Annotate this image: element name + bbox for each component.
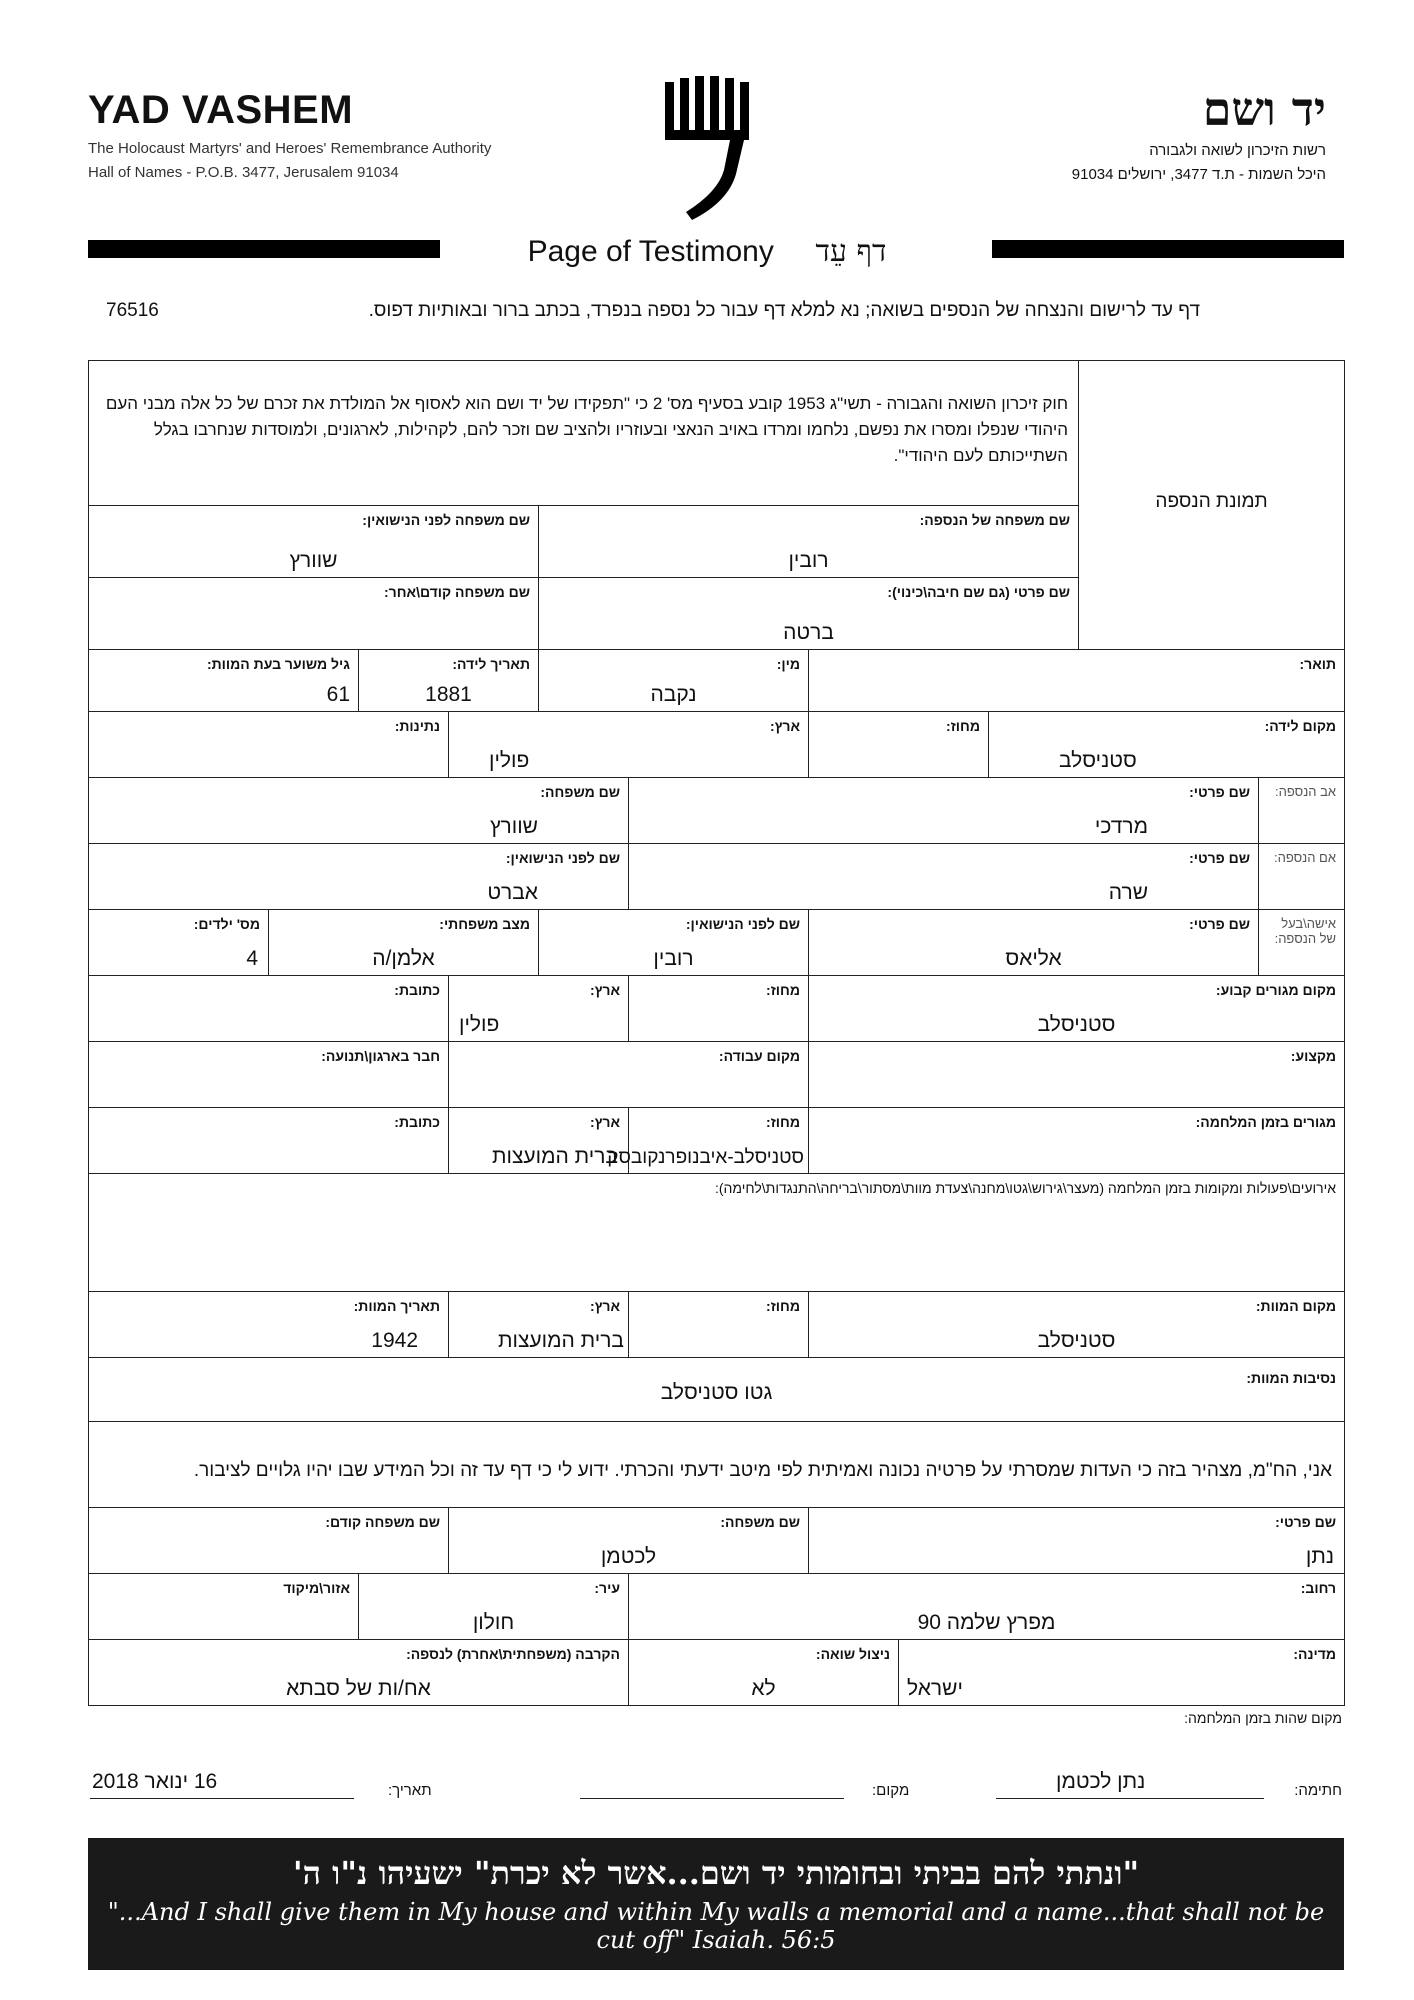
org-address-he: היכל השמות - ת.ד 3477, ירושלים 91034: [1071, 166, 1326, 183]
submitter-street-field[interactable]: רחוב: מפרץ שלמה 90: [629, 1574, 1345, 1640]
instructions-text: דף עד לרישום והנצחה של הנספים בשואה; נא למלא דף עבור כל נספה בנפרד, בכתב ברור ובאותיות דפוס.: [368, 300, 1200, 321]
org-name-en: YAD VASHEM: [88, 88, 354, 132]
marital-field[interactable]: מצב משפחתי: אלמן/ה: [269, 910, 539, 976]
place-label: מקום:: [872, 1782, 910, 1799]
children-field[interactable]: מס' ילדים: 4: [89, 910, 269, 976]
submitter-zip-field[interactable]: אזור\מיקוד: [89, 1574, 359, 1640]
war-location-note: מקום שהות בזמן המלחמה:: [1184, 1710, 1342, 1726]
nationality-field[interactable]: נתינות:: [89, 712, 449, 778]
war-district-field[interactable]: מחוז: סטניסלב-איבנופרנקובסק: [629, 1108, 809, 1174]
maiden-name-field[interactable]: שם משפחה לפני הנישואין: שוורץ: [89, 506, 539, 578]
mother-label-cell: אם הנספה:: [1259, 844, 1345, 910]
org-address-en: Hall of Names - P.O.B. 3477, Jerusalem 91034: [88, 164, 399, 181]
header-divider-right: [992, 240, 1344, 258]
org-subtitle-en: The Holocaust Martyrs' and Heroes' Remembrance Authority: [88, 140, 492, 157]
form-title: [500, 234, 914, 269]
title-field[interactable]: תואר:: [809, 650, 1345, 712]
date-value: 16 ינואר 2018: [92, 1770, 218, 1793]
submitter-survivor-field[interactable]: ניצול שואה: לא: [629, 1640, 899, 1706]
instructions: [88, 300, 1200, 322]
birth-place-field[interactable]: מקום לידה: סטניסלב: [989, 712, 1345, 778]
yad-vashem-logo: [660, 74, 760, 224]
submitter-city-field[interactable]: עיר: חולון: [359, 1574, 629, 1640]
war-residence-field[interactable]: מגורים בזמן המלחמה:: [809, 1108, 1345, 1174]
submitter-country-field[interactable]: מדינה: ישראל: [899, 1640, 1345, 1706]
workplace-field[interactable]: מקום עבודה:: [449, 1042, 809, 1108]
quote-english: "...And I shall give them in My house and within My walls a memorial and a name...that shall not be cut off" Isaiah. 56:5: [107, 1898, 1325, 1954]
signature-label: חתימה:: [1294, 1782, 1342, 1799]
isaiah-quote-banner: [88, 1838, 1344, 1970]
place-line[interactable]: [580, 1798, 844, 1799]
submitter-first-field[interactable]: שם פרטי: נתן: [809, 1508, 1345, 1574]
submitter-prev-last-field[interactable]: שם משפחה קודם:: [89, 1508, 449, 1574]
birth-district-field[interactable]: מחוז:: [809, 712, 989, 778]
spouse-label-cell: אישה\בעל של הנספה:: [1259, 910, 1345, 976]
header-divider-left: [88, 240, 440, 258]
birth-country-field[interactable]: ארץ: פולין: [449, 712, 809, 778]
date-label: תאריך:: [388, 1782, 432, 1799]
war-address-field[interactable]: כתובת:: [89, 1108, 449, 1174]
first-name-field[interactable]: שם פרטי (גם שם חיבה\כינוי): ברטה: [539, 578, 1079, 650]
submitter-last-field[interactable]: שם משפחה: לכטמן: [449, 1508, 809, 1574]
law-text-cell: [89, 361, 1079, 506]
law-text: חוק זיכרון השואה והגבורה - תשי"ג 1953 קובע בסעיף מס' 2 כי "תפקידו של יד ושם הוא לאסוף אל המולדת את זכרם של כל אלה מבני העם היהודי שנפלו ומסרו את נפשם, נלחמו ומרדו באויב הנאצי ובעוזריו ולהציב שם וזכר להם, לקהילות, לארגונים, ולמוסדות שנחרבו בגלל השתייכותם לעם היהודי".: [105, 394, 1069, 465]
death-country-field[interactable]: ארץ: ברית המועצות: [449, 1292, 629, 1358]
prev-name-field[interactable]: שם משפחה קודם\אחר:: [89, 578, 539, 650]
photo-cell[interactable]: [1079, 361, 1345, 650]
form-title-en: Page of Testimony: [527, 235, 774, 268]
birth-date-field[interactable]: תאריך לידה: 1881: [359, 650, 539, 712]
signature-value: נתן לכטמן: [1056, 1770, 1146, 1793]
photo-label: תמונת הנספה: [1155, 491, 1268, 512]
mother-maiden-field[interactable]: שם לפני הנישואין: אברט: [89, 844, 629, 910]
res-address-field[interactable]: כתובת:: [89, 976, 449, 1042]
form-number: 76516: [106, 300, 159, 321]
father-last-field[interactable]: שם משפחה: שוורץ: [89, 778, 629, 844]
submitter-relation-field[interactable]: הקרבה (משפחתית\אחרת) לנספה: אח/ות של סבתא: [89, 1640, 629, 1706]
mother-first-field[interactable]: שם פרטי: שרה: [629, 844, 1259, 910]
residence-field[interactable]: מקום מגורים קבוע: סטניסלב: [809, 976, 1345, 1042]
org-subtitle-he: רשות הזיכרון לשואה ולגבורה: [1149, 142, 1326, 159]
declaration-cell: [89, 1422, 1345, 1508]
age-death-field[interactable]: גיל משוער בעת המוות: 61: [89, 650, 359, 712]
spouse-first-field[interactable]: שם פרטי: אליאס: [809, 910, 1259, 976]
org-name-he: יד ושם: [1202, 82, 1326, 136]
quote-hebrew: "ונתתי להם בביתי ובחומותי יד ושם...אשר לא יכרת" ישעיהו נ"ו ה': [292, 1854, 1140, 1892]
profession-field[interactable]: מקצוע:: [809, 1042, 1345, 1108]
declaration-text: אני, הח"מ, מצהיר בזה כי העדות שמסרתי על פרטיה נכונה ואמיתית לפי מיטב ידעתי והכרתי. ידוע לי כי דף עד זה וכל המידע שבו יהיו גלויים לציבור.: [193, 1460, 1333, 1481]
spouse-maiden-field[interactable]: שם לפני הנישואין: רובין: [539, 910, 809, 976]
res-district-field[interactable]: מחוז:: [629, 976, 809, 1042]
father-first-field[interactable]: שם פרטי: מרדכי: [629, 778, 1259, 844]
testimony-form: [88, 360, 1345, 1706]
res-country-field[interactable]: ארץ: פולין: [449, 976, 629, 1042]
signature-line[interactable]: [996, 1798, 1264, 1799]
gender-field[interactable]: מין: נקבה: [539, 650, 809, 712]
events-field[interactable]: אירועים\פעולות ומקומות בזמן המלחמה (מעצר\גירוש\גטו\מחנה\צעדת מוות\מסתור\בריחה\התנגדות\לחימה):: [89, 1174, 1345, 1292]
org-member-field[interactable]: חבר בארגון\תנועה:: [89, 1042, 449, 1108]
death-district-field[interactable]: מחוז:: [629, 1292, 809, 1358]
last-name-field[interactable]: שם משפחה של הנספה: רובין: [539, 506, 1079, 578]
war-country-field[interactable]: ארץ: ברית המועצות: [449, 1108, 629, 1174]
form-title-he: דף עֵד: [815, 234, 887, 269]
death-circumstances-field[interactable]: נסיבות המוות: גטו סטניסלב: [89, 1358, 1345, 1422]
date-line[interactable]: [90, 1798, 354, 1799]
death-date-field[interactable]: תאריך המוות: 1942: [89, 1292, 449, 1358]
death-place-field[interactable]: מקום המוות: סטניסלב: [809, 1292, 1345, 1358]
father-label-cell: אב הנספה:: [1259, 778, 1345, 844]
